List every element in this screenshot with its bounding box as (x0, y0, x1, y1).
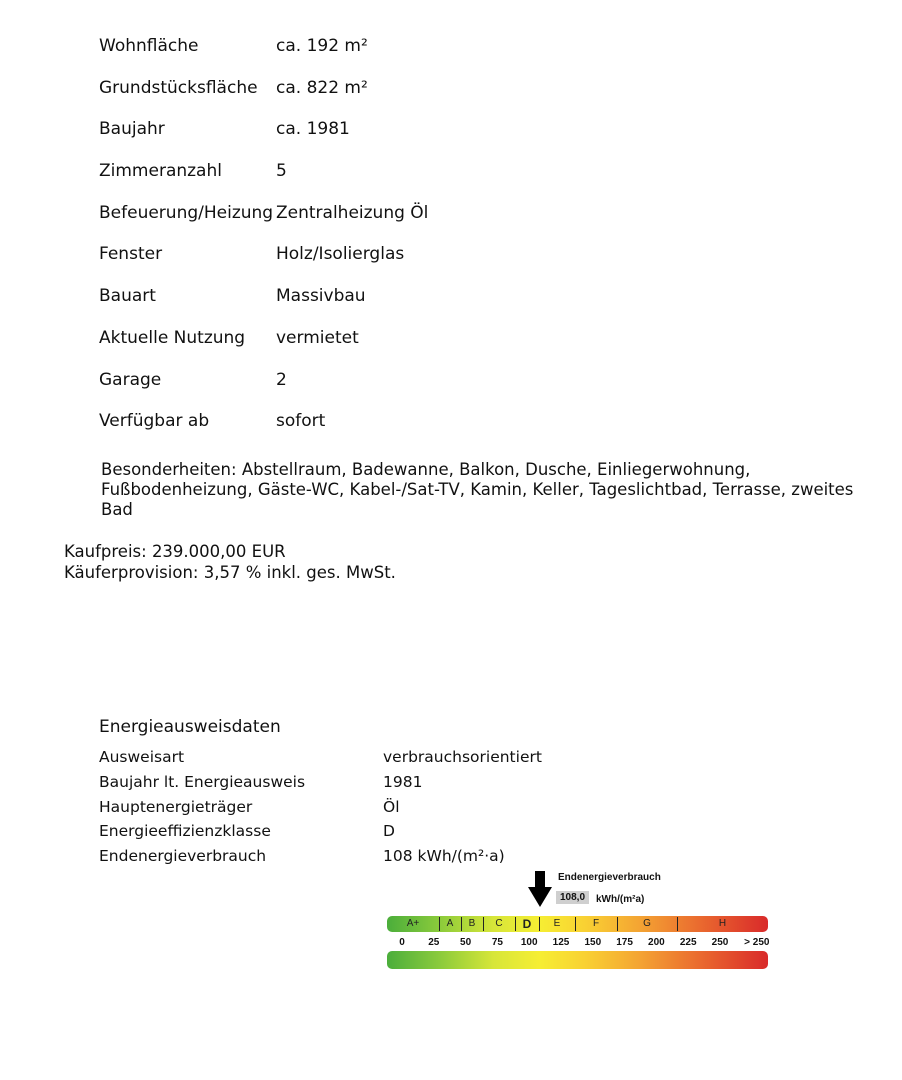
energy-value: Öl (383, 797, 400, 816)
down-arrow-icon (528, 871, 552, 907)
tick-label: 150 (584, 937, 602, 948)
tick-label: 175 (616, 937, 633, 948)
energy-scale (385, 868, 775, 978)
class-label: B (468, 918, 476, 929)
features-paragraph: Besonderheiten: Abstellraum, Badewanne, Balkon, Dusche, Einliegerwohnung, Fußbodenheizung, Gäste-WC, Kabel-/Sat-TV, Kamin, Keller, Tageslichtbad, Terrasse, zweites Bad (101, 460, 854, 519)
buyer-commission: Käuferprovision: 3,57 % inkl. ges. MwSt. (64, 563, 396, 582)
tick-label: 125 (552, 937, 570, 948)
class-label: F (592, 918, 600, 929)
class-label: A+ (406, 918, 420, 929)
efficiency-class-bar (387, 916, 768, 932)
energy-value: verbrauchsorientiert (383, 748, 542, 766)
class-label: G (643, 918, 651, 929)
fact-value: Holz/Isolierglas (276, 244, 405, 265)
fact-value: vermietet (276, 327, 359, 348)
fact-label: Aktuelle Nutzung (99, 327, 246, 348)
energy-label: Energieeffizienzklasse (99, 822, 271, 841)
fact-value: Massivbau (276, 286, 366, 307)
scale-title: Endenergieverbrauch (558, 872, 661, 883)
class-label: E (553, 918, 561, 929)
fact-label: Fenster (99, 244, 163, 265)
fact-label: Grundstücksfläche (99, 77, 258, 98)
fact-value: 2 (276, 369, 287, 390)
price-block (64, 541, 396, 583)
class-divider (483, 917, 484, 931)
class-label: C (495, 918, 503, 929)
fact-value: ca. 192 m² (276, 36, 368, 56)
fact-label: Zimmeranzahl (99, 161, 222, 182)
fact-value: sofort (276, 411, 326, 432)
energy-section-title: Energieausweisdaten (99, 717, 281, 737)
class-divider (439, 917, 440, 931)
tick-label: 250 (711, 937, 729, 948)
energy-label: Baujahr lt. Energieausweis (99, 772, 306, 791)
energy-label: Hauptenergieträger (99, 797, 253, 816)
class-divider (617, 917, 618, 931)
tick-label: 200 (648, 937, 665, 948)
tick-label: > 250 (744, 937, 770, 948)
energy-value: 1981 (383, 772, 423, 791)
fact-value: ca. 1981 (276, 119, 350, 140)
fact-label: Bauart (99, 286, 156, 307)
energy-value: 108 kWh/(m²·a) (383, 847, 505, 866)
fact-label: Verfügbar ab (99, 411, 210, 432)
scale-value: 108,0 (556, 891, 589, 904)
class-divider (539, 917, 540, 931)
color-gradient-bar (387, 951, 768, 969)
class-divider (461, 917, 462, 931)
class-divider (677, 917, 678, 931)
fact-label: Befeuerung/Heizung (99, 202, 274, 223)
fact-value: Zentralheizung Öl (276, 202, 429, 223)
fact-label: Baujahr (99, 119, 165, 140)
tick-label: 50 (460, 937, 472, 948)
fact-value: 5 (276, 161, 287, 182)
purchase-price: Kaufpreis: 239.000,00 EUR (64, 542, 286, 561)
class-divider (515, 917, 516, 931)
class-divider (575, 917, 576, 931)
tick-label: 75 (491, 937, 503, 948)
class-label: D (522, 917, 532, 931)
fact-value: ca. 822 m² (276, 77, 368, 98)
tick-label: 100 (520, 937, 538, 948)
energy-label: Ausweisart (99, 748, 185, 766)
energy-label: Endenergieverbrauch (99, 847, 267, 866)
tick-label: 25 (428, 937, 440, 948)
fact-label: Wohnfläche (99, 36, 199, 56)
tick-label: 0 (399, 937, 405, 948)
fact-label: Garage (99, 369, 162, 390)
energy-value: D (383, 822, 395, 841)
scale-unit: kWh/(m²a) (596, 894, 645, 905)
class-label: A (446, 918, 454, 929)
class-label: H (718, 918, 727, 929)
tick-label: 225 (679, 937, 697, 948)
